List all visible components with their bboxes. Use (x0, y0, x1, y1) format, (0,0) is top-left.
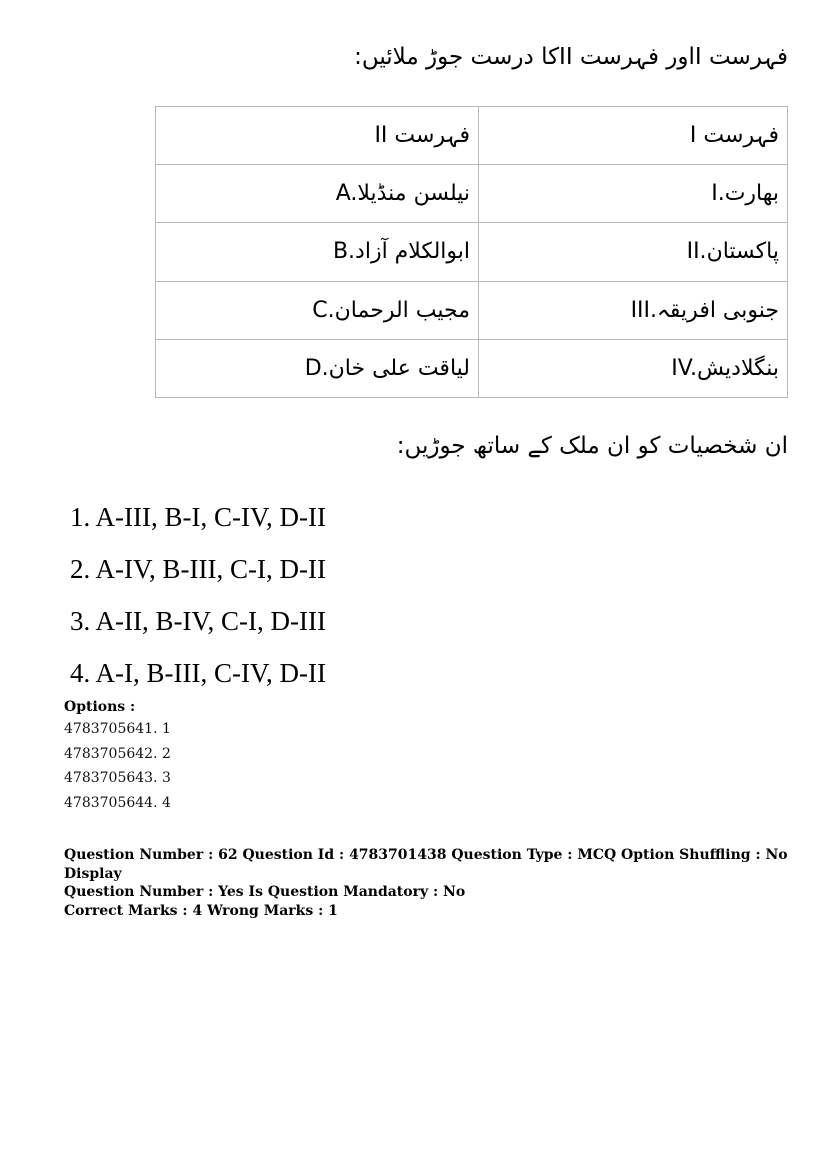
option-id-row: 4783705642. 2 (64, 745, 171, 762)
list-2-item: C.مجیب الرحمان (156, 281, 479, 339)
list-1-item: II.پاکستان (479, 223, 788, 281)
list-2-item: B.ابوالکلام آزاد (156, 223, 479, 281)
metadata-line: Question Number : 62 Question Id : 4783701438 Question Type : MCQ Option Shuffling : No Display (64, 847, 788, 882)
table-row (156, 223, 788, 281)
list-1-item: III.جنوبی افریقہ (479, 281, 788, 339)
metadata-line: Question Number : Yes Is Question Mandatory : No (64, 884, 466, 900)
header-list-1: فہرست I (479, 107, 788, 165)
options-block (64, 699, 171, 819)
table-row (156, 339, 788, 397)
list-2-item: D.لیاقت علی خان (156, 339, 479, 397)
option-id-row: 4783705641. 1 (64, 721, 171, 737)
answer-choices (70, 497, 326, 705)
list-1-item: IV.بنگلادیش (479, 339, 788, 397)
header-list-2: فہرست II (156, 107, 479, 165)
answer-choice: 1. A-III, B-I, C-IV, D-II (70, 502, 326, 532)
table-header-row (156, 107, 788, 165)
table-row (156, 281, 788, 339)
answer-choice: 3. A-II, B-IV, C-I, D-III (70, 606, 326, 636)
table-row (156, 165, 788, 223)
option-id-row: 4783705644. 4 (64, 794, 171, 811)
answer-choice: 2. A-IV, B-III, C-I, D-II (70, 554, 326, 584)
options-heading: Options : (64, 699, 136, 715)
metadata-line: Correct Marks : 4 Wrong Marks : 1 (64, 902, 338, 919)
matching-table (155, 106, 788, 398)
list-1-item: I.بھارت (479, 165, 788, 223)
question-instruction: فہرست Iاور فہرست IIکا درست جوڑ ملائیں: (354, 44, 788, 70)
answer-choice: 4. A-I, B-III, C-IV, D-II (70, 658, 326, 688)
list-2-item: A.نیلسن منڈیلا (156, 165, 479, 223)
question-metadata (64, 846, 826, 920)
question-text: ان شخصیات کو ان ملک کے ساتھ جوڑیں: (396, 433, 788, 459)
option-id-row: 4783705643. 3 (64, 770, 171, 786)
